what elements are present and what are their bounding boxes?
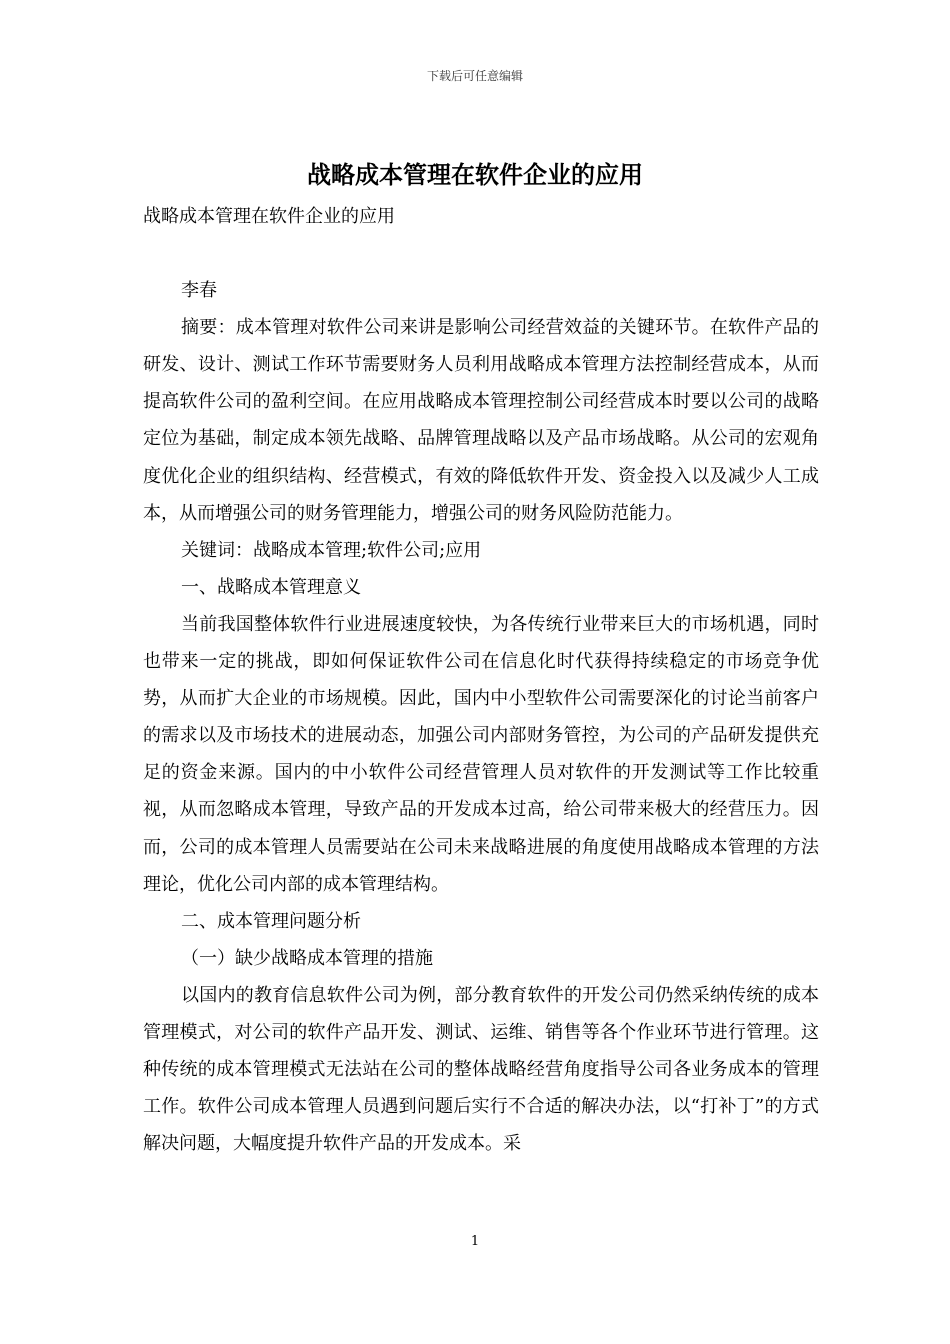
section-heading-2: 二、成本管理问题分析: [181, 910, 361, 932]
section-heading-1: 一、战略成本管理意义: [181, 576, 361, 598]
document-subtitle: 战略成本管理在软件企业的应用: [143, 206, 395, 227]
subsection-1-paragraph: 以国内的教育信息软件公司为例，部分教育软件的开发公司仍然采纳传统的成本管理模式，对公司的软件产品开发、测试、运维、销售等各个作业环节进行管理。这种传统的成本管理模式无法站在公司的整体战略经营角度指导公司各业务成本的管理工作。软件公司成本管理人员遇到问题后实行不合适的解决办法，以“打补丁”的方式解决问题，大幅度提升软件产品的开发成本。采: [143, 984, 819, 1155]
header-note: 下载后可任意编辑: [426, 69, 523, 83]
keywords-line: 关键词：战略成本管理;软件公司;应用: [181, 539, 482, 561]
page-number: 1: [470, 1234, 480, 1249]
document-body: [143, 198, 819, 1162]
section-1-paragraph: 当前我国整体软件行业进展速度较快，为各传统行业带来巨大的市场机遇，同时也带来一定的挑战，即如何保证软件公司在信息化时代获得持续稳定的市场竞争优势，从而扩大企业的市场规模。因此，国内中小型软件公司需要深化的讨论当前客户的需求以及市场技术的进展动态，加强公司内部财务管控，为公司的产品研发提供充足的资金来源。国内的中小软件公司经营管理人员对软件的开发测试等工作比较重视，从而忽略成本管理，导致产品的开发成本过高，给公司带来极大的经营压力。因而，公司的成本管理人员需要站在公司未来战略进展的角度使用战略成本管理的方法理论，优化公司内部的成本管理结构。: [143, 613, 819, 895]
abstract-paragraph: 摘要：成本管理对软件公司来讲是影响公司经营效益的关键环节。在软件产品的研发、设计、测试工作环节需要财务人员利用战略成本管理方法控制经营成本，从而提高软件公司的盈利空间。在应用战略成本管理控制公司经营成本时要以公司的战略定位为基础，制定成本领先战略、品牌管理战略以及产品市场战略。从公司的宏观角度优化企业的组织结构、经营模式，有效的降低软件开发、资金投入以及减少人工成本，从而增强公司的财务管理能力，增强公司的财务风险防范能力。: [143, 317, 819, 524]
document-title: 战略成本管理在软件企业的应用: [307, 160, 643, 189]
author-name: 李春: [181, 280, 217, 302]
subsection-heading-1: （一）缺少战略成本管理的措施: [181, 947, 433, 969]
